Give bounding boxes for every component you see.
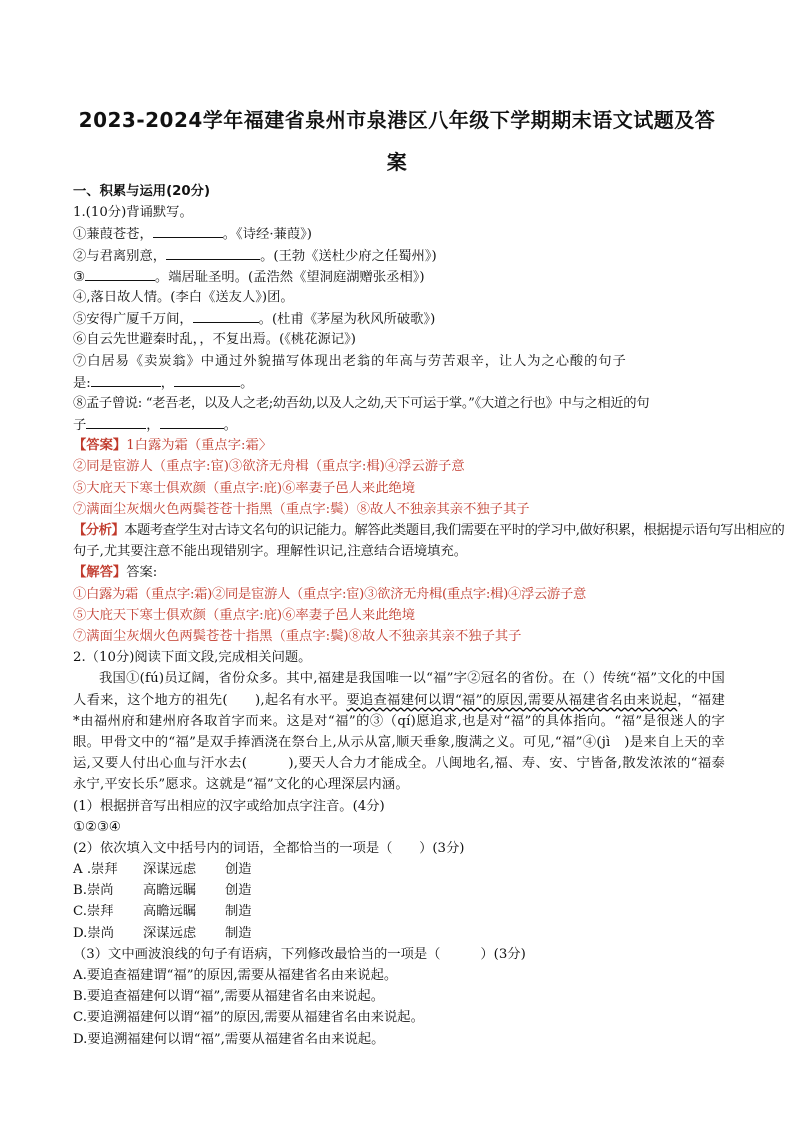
q2-sub2: (2）依次填入文中括号内的词语，全都恰当的一项是（ ）(3分) [73,840,465,856]
q1-item-8-pre: 子 [73,418,87,434]
q2-sub3-option-d[interactable]: D.要追溯福建何以谓“福”,需要从福建省名由来说起。 [73,1031,385,1047]
q2-sub1: (1）根据拼音写出相应的汉字或给加点字注音。(4分) [73,798,385,814]
answer-line-3: ⑤大庇天下寒士俱欢颜（重点字:庇)⑥率妻子邑人来此绝境 [73,480,416,496]
option-word-2: 制造 [225,925,252,941]
question-1-stem: 1.(10分)背诵默写。 [73,205,193,221]
option-label: A .崇拜 [73,862,118,878]
q1-item-1 [73,223,725,244]
q1-item-3 [73,266,725,287]
document-title-line2: 案 [386,150,408,174]
q2-sub1-marks: ①②③④ [73,819,121,835]
q2-sub2-option-d[interactable] [73,923,725,944]
q2-sub3-option-c[interactable]: C.要追溯福建何以谓“福”的原因,需要从福建省名由来说起。 [73,1010,424,1026]
document-body [73,181,785,1050]
option-label: B.崇尚 [73,883,114,899]
q2-sub3-option-b[interactable]: B.要追查福建何以谓“福”,需要从福建省名由来说起。 [73,989,385,1005]
fill-blank[interactable] [85,266,155,281]
fill-blank[interactable] [166,245,260,260]
q2-sub3: （3）文中画波浪线的句子有语病，下列修改最恰当的一项是（ ）(3分) [73,946,526,962]
q2-sub2-option-b[interactable] [73,880,725,901]
q1-item-8-mid: ， [146,418,160,434]
q2-sub3-option-a[interactable]: A.要追查福建谓“福”的原因,需要从福建省名由来说起。 [73,968,398,984]
fill-blank[interactable] [86,414,146,429]
q1-item-8-line1: ⑧孟子曾说: “老吾老，以及人之老;幼吾幼,以及人之幼,天下可运于掌。”《大道之行也》中与之相近的句 [73,395,650,411]
q2-passage [73,668,725,795]
answer-line-4: ⑦满面尘灰烟火色两鬓苍苍十指黑（重点字:鬓）⑧故人不独亲其亲不独子其子 [73,501,530,517]
passage-part-a: 我国①(fú)员辽阔，省份众多。其中,福建是我国唯一以“福”字②冠名的省份。在（）传统“福”文化的中国人看来，这个地方的祖先( ),起名有水平。 [73,671,725,708]
q1-item-5-post: 。(杜甫《茅屋为秋风所破歌》) [258,312,436,328]
option-word-1: 高瞻远瞩 [143,883,197,899]
q1-item-7-line2 [73,372,725,393]
answer-line-2: ②同是宦游人（重点字:宦)③欲济无舟楫（重点字:楫)④浮云游子意 [73,459,465,475]
solution-line-1 [73,562,725,583]
q1-item-2-pre: ②与君离别意， [73,248,167,264]
option-word-2: 制造 [225,904,252,920]
q1-item-4: ④,落日故人情。(李白《送友人》)团。 [73,289,294,305]
q1-item-1-post: 。《诗经·蒹葭》) [222,227,312,243]
q1-item-5 [73,308,725,329]
option-word-2: 创造 [225,883,252,899]
fill-blank[interactable] [160,414,224,429]
option-word-1: 高瞻远瞩 [143,904,197,920]
answer-tag: 【答案】 [73,438,127,454]
q1-item-5-pre: ⑤安得广厦千万间， [73,312,193,328]
q1-item-8-line2 [73,414,725,435]
q1-item-7-post: 。 [240,375,254,391]
analysis-line-1 [73,520,785,541]
analysis-line-2: 句子,尤其要注意不能出现错别字。理解性识记,注意结合语境填充。 [73,544,468,560]
q1-item-7-mid: ， [160,375,175,391]
fill-blank[interactable] [153,223,223,238]
question-2-stem: 2.（10分)阅读下面文段,完成相关问题。 [73,650,312,666]
q2-sub2-option-a[interactable] [73,859,725,880]
q2-sub2-option-c[interactable] [73,901,725,922]
answer-text: 1白露为霜（重点字:霜〉 [126,438,273,454]
section-heading: 一、积累与运用(20分) [73,184,211,199]
q1-item-1-pre: ①蒹葭苍苍， [73,227,153,243]
document-title-line1: 2023-2024学年福建省泉州市泉港区八年级下学期期末语文试题及答 [78,108,716,132]
analysis-tag: 【分析】 [73,523,125,538]
q1-item-7-pre: 是: [73,375,91,391]
analysis-text: 本题考查学生对古诗文名句的识记能力。解答此类题目,我们需要在平时的学习中,做好积累，根据提示语句写出相应的 [124,523,785,538]
q1-item-2-post: 。(王勃《送杜少府之任蜀州》) [260,248,437,264]
q1-item-7-line1: ⑦白居易《卖炭翁》中通过外貌描写体现出老翁的年高与劳苦艰辛，让人为之心酸的句子 [73,353,627,369]
option-word-1: 深谋远虑 [143,925,197,941]
solution-label: 答案: [126,565,158,581]
solution-line-2: ①白露为霜（重点字:霜)②同是宦游人（重点字:宦)③欲济无舟楫(重点字:楫)④浮云游子意 [73,586,586,602]
q1-item-3-post: 。端居耻圣明。(孟浩然《望洞庭湖赠张丞相》) [154,269,425,285]
q1-item-8-post: 。 [223,418,237,434]
option-word-1: 深谋远虑 [143,862,197,878]
option-word-2: 创造 [225,862,252,878]
fill-blank[interactable] [91,372,161,387]
solution-line-3: ⑤大庇天下寒士俱欢颜（重点字:庇)⑥率妻子邑人来此绝境 [73,607,416,623]
answer-line-1 [73,435,725,456]
option-label: D.崇尚 [73,925,115,941]
q1-item-6: ⑥自云先世避秦时乱，，不复出焉。(《桃花源记》) [73,332,356,348]
solution-line-4: ⑦满面尘灰烟火色两鬓苍苍十指黑（重点字:鬓)⑧故人不独亲其亲不独子其子 [73,628,522,644]
q1-item-2 [73,245,725,266]
fill-blank[interactable] [174,372,240,387]
fill-blank[interactable] [193,308,259,323]
option-label: C.崇拜 [73,904,114,920]
passage-part-b: ，“福建*由福州府和建州府各取首字而来。这是对“福”的③（qí)愿追求,也是对“福”的具体指向。“福”是很迷人的字眼。甲骨文中的“福”是双手捧酒浇在祭台上,从示从富,顺天垂象,腹满之义。可见,“福”④(jì )是来自上天的幸运,又要人付出心血与汗水去( ),要天人合力才能成全。八闽地名,福、寿、安、宁皆备,散发浓浓的“福泰永宁,平安长乐”愿求。这就是“福”文化的心理深层内涵。 [73,692,725,793]
passage-wavy-sentence: 要追查福建何以谓“福”的原因,需要从福建省名由来说起 [346,692,678,708]
solution-tag: 【解答】 [73,565,127,581]
q1-item-3-pre: ③ [73,269,85,285]
